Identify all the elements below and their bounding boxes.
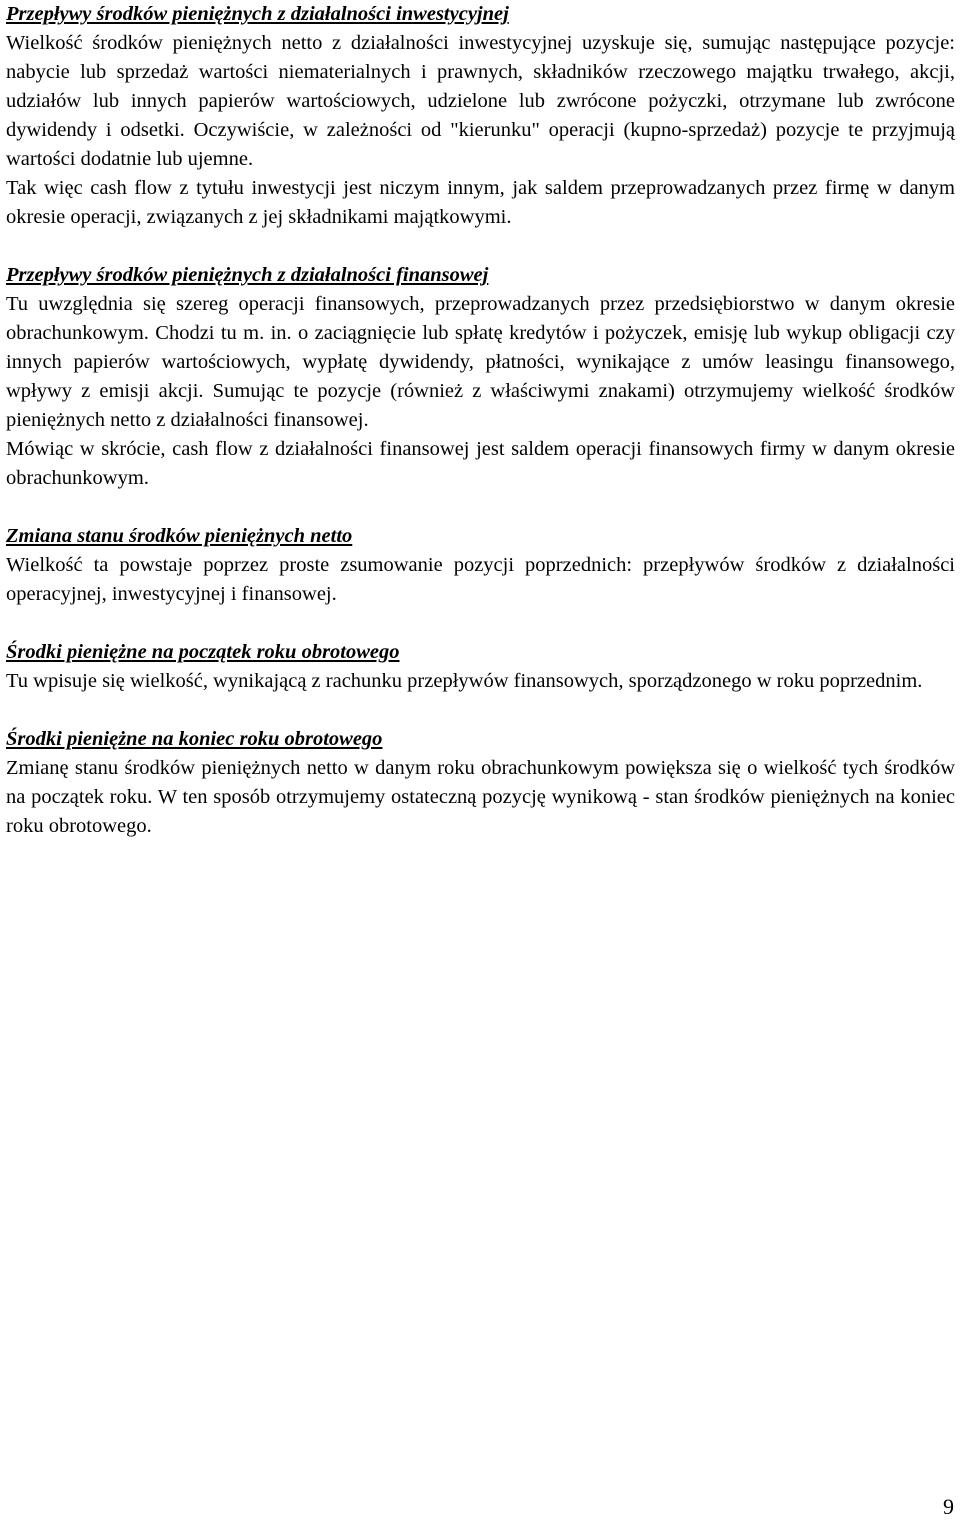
section-cash-end-of-year (6, 725, 955, 841)
page-number: 9 (943, 1494, 954, 1519)
paragraph: Tak więc cash flow z tytułu inwestycji jest niczym innym, jak saldem przeprowadzanych przez firmę w danym okresie operacji, związanych z jej składnikami majątkowymi. (6, 177, 955, 228)
document-page (6, 0, 955, 841)
section-heading: Przepływy środków pieniężnych z działalności inwestycyjnej (6, 3, 509, 25)
section-net-cash-change (6, 522, 955, 609)
paragraph: Tu uwzględnia się szereg operacji finansowych, przeprowadzanych przez przedsiębiorstwo w danym okresie obrachunkowym. Chodzi tu m. in. o zaciągnięcie lub spłatę kredytów i pożyczek, emisję lub wykup obligacji czy innych papierów wartościowych, wypłatę dywidendy, płatności, wynikające z umów leasingu finansowego, wpływy z emisji akcji. Sumując te pozycje (również z właściwymi znakami) otrzymujemy wielkość środków pieniężnych netto z działalności finansowej. (6, 293, 955, 431)
section-investing-cash-flow (6, 0, 955, 232)
section-heading: Zmiana stanu środków pieniężnych netto (6, 525, 353, 547)
section-financing-cash-flow (6, 261, 955, 493)
section-cash-beginning-of-year (6, 638, 955, 696)
paragraph: Wielkość środków pieniężnych netto z działalności inwestycyjnej uzyskuje się, sumując następujące pozycje: nabycie lub sprzedaż wartości niematerialnych i prawnych, składników rzeczowego majątku trwałego, akcji, udziałów lub innych papierów wartościowych, udzielone lub zwrócone pożyczki, otrzymane lub zwrócone dywidendy i odsetki. Oczywiście, w zależności od "kierunku" operacji (kupno-sprzedaż) pozycje te przyjmują wartości dodatnie lub ujemne. (6, 32, 955, 170)
section-heading: Środki pieniężne na koniec roku obrotowego (6, 728, 383, 750)
paragraph: Wielkość ta powstaje poprzez proste zsumowanie pozycji poprzednich: przepływów środków z działalności operacyjnej, inwestycyjnej i finansowej. (6, 554, 955, 605)
section-heading: Przepływy środków pieniężnych z działalności finansowej (6, 264, 489, 286)
paragraph: Tu wpisuje się wielkość, wynikającą z rachunku przepływów finansowych, sporządzonego w roku poprzednim. (6, 670, 923, 692)
paragraph: Zmianę stanu środków pieniężnych netto w danym roku obrachunkowym powiększa się o wielkość tych środków na początek roku. W ten sposób otrzymujemy ostateczną pozycję wynikową - stan środków pieniężnych na koniec roku obrotowego. (6, 757, 955, 837)
paragraph: Mówiąc w skrócie, cash flow z działalności finansowej jest saldem operacji finansowych firmy w danym okresie obrachunkowym. (6, 438, 955, 489)
section-heading: Środki pieniężne na początek roku obrotowego (6, 641, 400, 663)
